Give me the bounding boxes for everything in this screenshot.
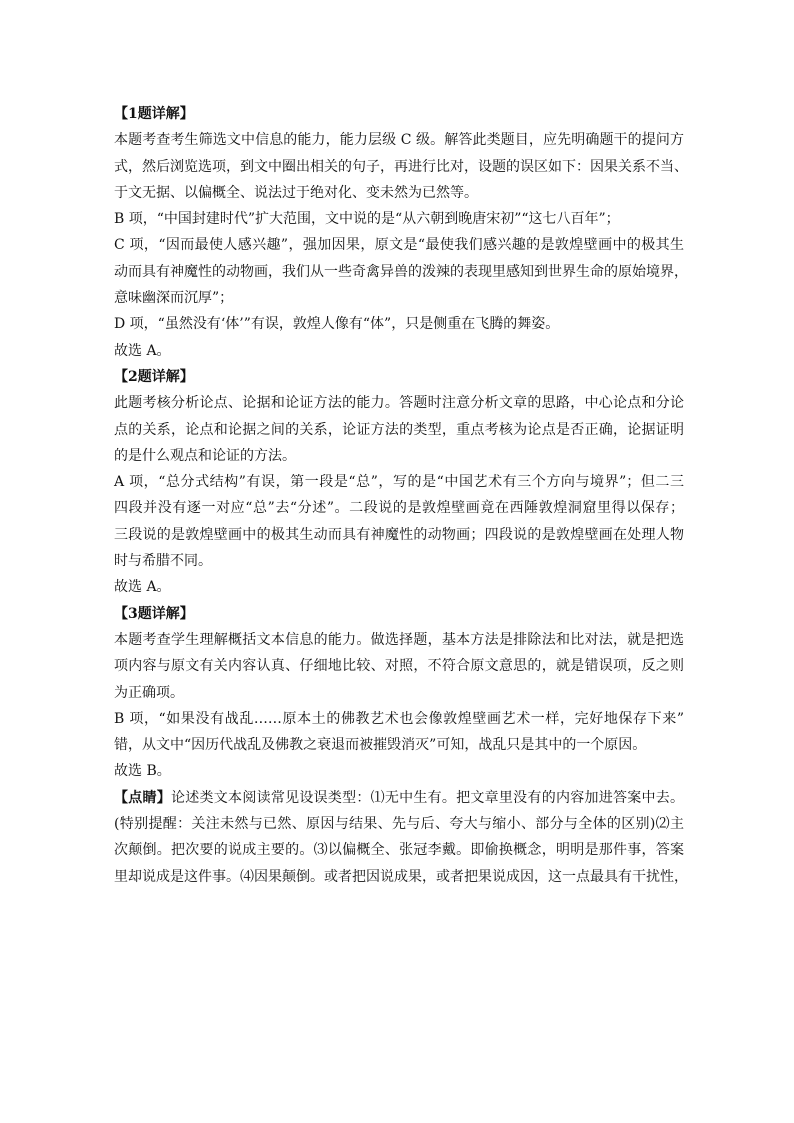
section-1-line-1: 本题考查考生筛选文中信息的能力，能力层级 C 级。解答此类题目，应先明确题干的提问方 bbox=[114, 132, 684, 149]
note-line-1 bbox=[114, 785, 684, 811]
note-line-3: 次颠倒。把次要的说成主要的。⑶以偏概全、张冠李戴。即偷换概念，明明是那件事，答案 bbox=[114, 842, 684, 859]
section-3-line-2: 项内容与原文有关内容认真、仔细地比较、对照，不符合原文意思的，就是错误项，反之则 bbox=[114, 658, 684, 675]
section-2-heading: 【2题详解】 bbox=[114, 368, 194, 385]
section-1-answer: 故选 A。 bbox=[114, 342, 171, 359]
section-1-option-c-line-1: C 项，“因而最使人感兴趣”，强加因果，原文是“最使我们感兴趣的是敦煌壁画中的极其生 bbox=[114, 237, 684, 254]
note-first-line-text: 论述类文本阅读常见设误类型：⑴无中生有。把文章里没有的内容加进答案中去。 bbox=[171, 789, 685, 806]
section-1-option-b: B 项，“中国封建时代”扩大范围，文中说的是“从六朝到晚唐宋初”“这七八百年”； bbox=[114, 211, 620, 228]
section-2-line-1: 此题考核分析论点、论据和论证方法的能力。答题时注意分析文章的思路，中心论点和分论 bbox=[114, 395, 684, 412]
section-1-line-3: 于文无据、以偏概全、说法过于绝对化、变未然为已然等。 bbox=[114, 184, 478, 201]
section-2-line-3: 的是什么观点和论证的方法。 bbox=[114, 447, 296, 464]
section-2-line-2: 点的关系，论点和论据之间的关系，论证方法的类型，重点考核为论点是否正确，论据证明 bbox=[114, 421, 684, 438]
section-2-option-a-line-1: A 项，“总分式结构”有误，第一段是“总”，写的是“中国艺术有三个方向与境界”；但二三 bbox=[114, 474, 684, 491]
section-3-heading: 【3题详解】 bbox=[114, 605, 194, 622]
section-2-option-a-line-3: 三段说的是敦煌壁画中的极其生动而具有神魔性的动物画；四段说的是敦煌壁画在处理人物 bbox=[114, 526, 684, 543]
note-label: 【点睛】 bbox=[114, 789, 172, 806]
section-3-line-1: 本题考查学生理解概括文本信息的能力。做选择题，基本方法是排除法和比对法，就是把选 bbox=[114, 631, 684, 648]
section-1-option-c-line-3: 意味幽深而沉厚”； bbox=[114, 290, 234, 307]
section-3-option-b-line-2: 错，从文中“因历代战乱及佛教之衰退而被摧毁消灭”可知，战乱只是其中的一个原因。 bbox=[114, 737, 647, 754]
document-content bbox=[114, 101, 688, 890]
section-3-option-b-line-1: B 项，“如果没有战乱……原本土的佛教艺术也会像敦煌壁画艺术一样，完好地保存下来” bbox=[114, 710, 684, 727]
section-1-option-c-line-2: 动而具有神魔性的动物画，我们从一些奇禽异兽的泼辣的表现里感知到世界生命的原始境界， bbox=[114, 263, 688, 280]
note-line-4: 里却说成是这件事。⑷因果颠倒。或者把因说成果，或者把果说成因，这一点最具有干扰性， bbox=[114, 868, 688, 885]
section-2-option-a-line-4: 时与希腊不同。 bbox=[114, 553, 212, 570]
section-3-answer: 故选 B。 bbox=[114, 763, 171, 780]
note-line-2: (特别提醒：关注未然与已然、原因与结果、先与后、夸大与缩小、部分与全体的区别)⑵主 bbox=[114, 816, 684, 833]
section-3-line-3: 为正确项。 bbox=[114, 684, 184, 701]
section-1-option-d: D 项，“虽然没有‘体’”有误，敦煌人像有“体”，只是侧重在飞腾的舞姿。 bbox=[114, 316, 560, 333]
section-1-heading: 【1题详解】 bbox=[114, 106, 194, 122]
section-2-answer: 故选 A。 bbox=[114, 579, 171, 596]
section-1-line-2: 式，然后浏览选项，到文中圈出相关的句子，再进行比对，设题的误区如下：因果关系不当、 bbox=[114, 158, 688, 175]
section-2-option-a-line-2: 四段并没有逐一对应“总”去“分述”。二段说的是敦煌壁画竟在西陲敦煌洞窟里得以保存； bbox=[114, 500, 684, 517]
